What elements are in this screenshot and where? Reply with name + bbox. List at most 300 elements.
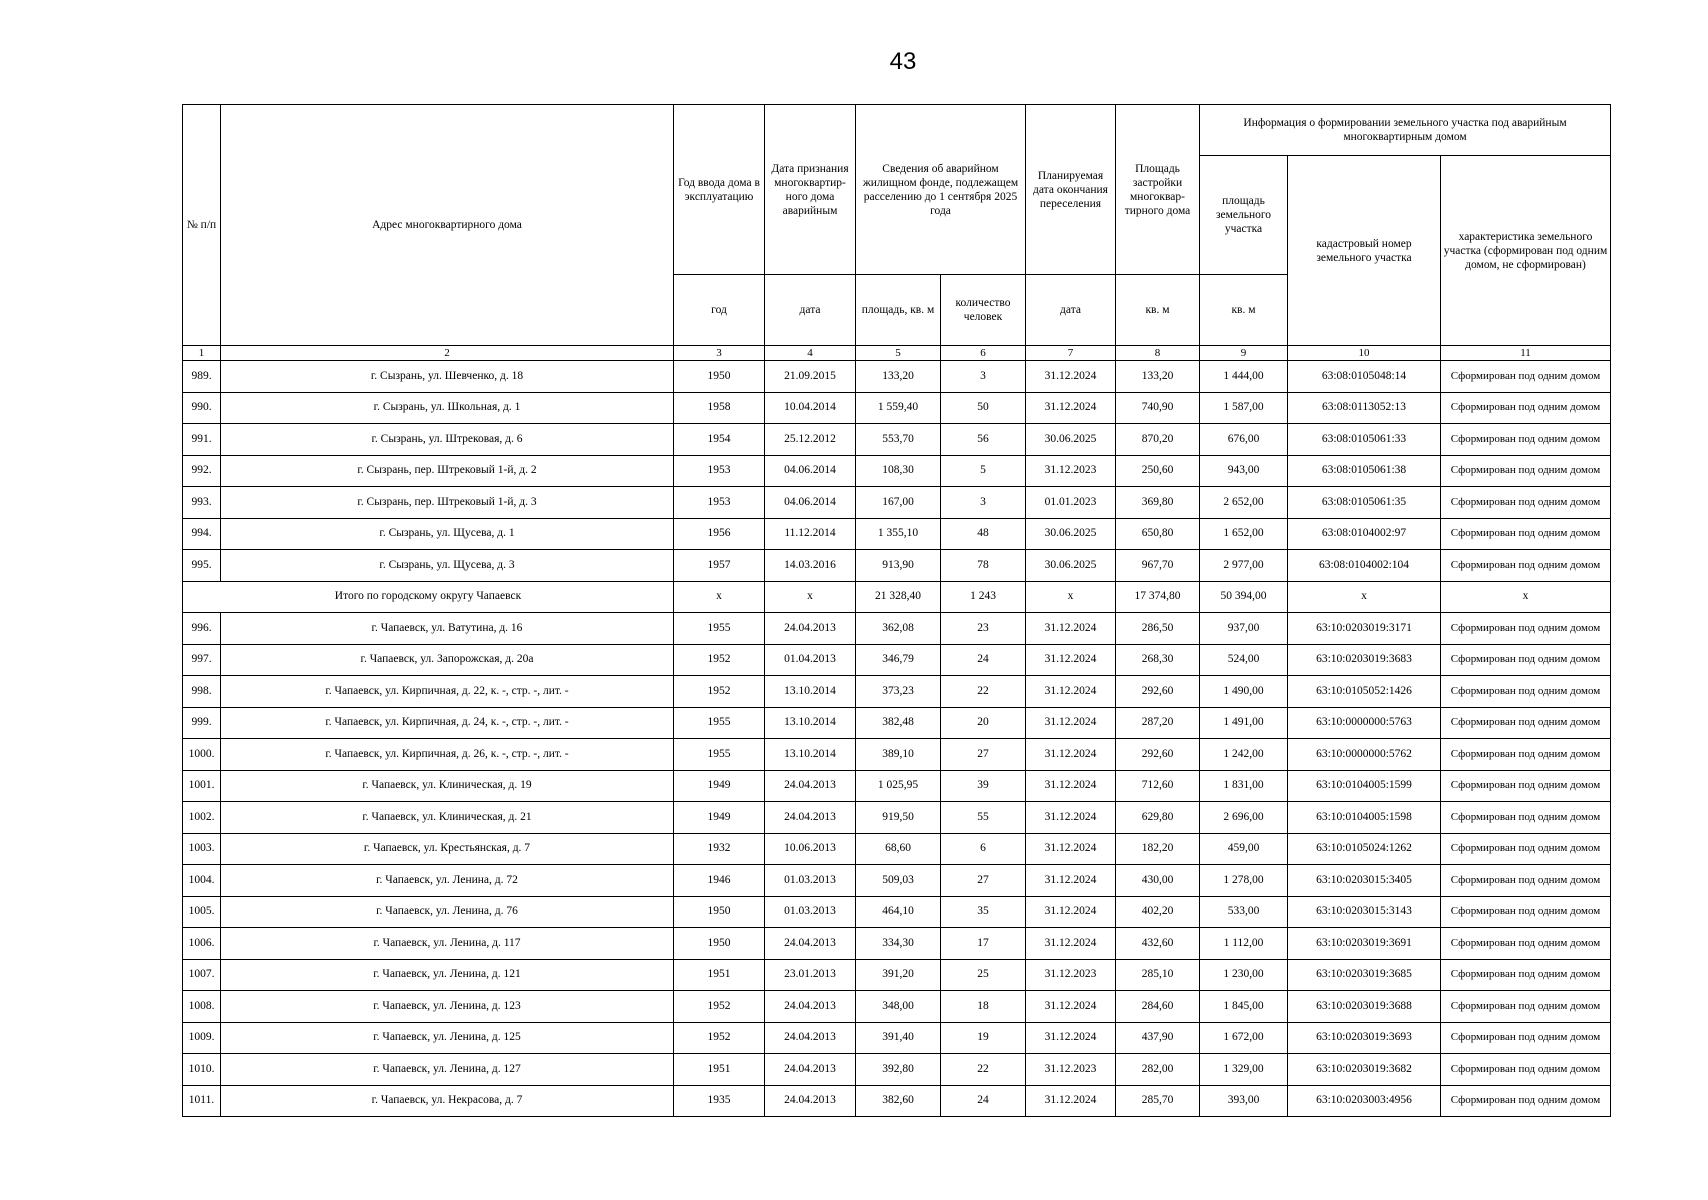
table-total	[183, 581, 1611, 613]
row-emergency-date: 10.04.2014	[765, 392, 856, 424]
row-people: 19	[941, 1022, 1026, 1054]
row-built-area: 740,90	[1116, 392, 1200, 424]
row-address: г. Чапаевск, ул. Кирпичная, д. 24, к. -, стр. -, лит. -	[221, 707, 674, 739]
row-emergency-date: 01.03.2013	[765, 896, 856, 928]
row-address: г. Чапаевск, ул. Крестьянская, д. 7	[221, 833, 674, 865]
table-row	[183, 644, 1611, 676]
row-people: 22	[941, 1054, 1026, 1086]
row-land-char: Сформирован под одним домом	[1441, 896, 1611, 928]
total-year: х	[674, 581, 765, 613]
row-area: 348,00	[856, 991, 941, 1023]
row-planned-date: 31.12.2024	[1026, 896, 1116, 928]
row-land-char: Сформирован под одним домом	[1441, 361, 1611, 393]
row-people: 78	[941, 550, 1026, 582]
total-built: 17 374,80	[1116, 581, 1200, 613]
row-area: 392,80	[856, 1054, 941, 1086]
table-row	[183, 455, 1611, 487]
table-row	[183, 613, 1611, 645]
row-year: 1952	[674, 1022, 765, 1054]
table-row	[183, 739, 1611, 771]
row-cadastral: 63:08:0105061:38	[1288, 455, 1441, 487]
row-land-char: Сформирован под одним домом	[1441, 707, 1611, 739]
row-land-char: Сформирован под одним домом	[1441, 959, 1611, 991]
row-address: г. Чапаевск, ул. Запорожская, д. 20а	[221, 644, 674, 676]
row-planned-date: 31.12.2023	[1026, 959, 1116, 991]
row-built-area: 629,80	[1116, 802, 1200, 834]
row-address: г. Чапаевск, ул. Ленина, д. 127	[221, 1054, 674, 1086]
row-number: 995.	[183, 550, 221, 582]
row-number: 1005.	[183, 896, 221, 928]
row-emergency-date: 23.01.2013	[765, 959, 856, 991]
header-address: Адрес многоквартирного дома	[221, 105, 674, 346]
column-number: 2	[221, 346, 674, 361]
row-land-char: Сформирован под одним домом	[1441, 865, 1611, 897]
row-year: 1955	[674, 707, 765, 739]
row-people: 55	[941, 802, 1026, 834]
row-land-char: Сформирован под одним домом	[1441, 392, 1611, 424]
row-emergency-date: 13.10.2014	[765, 707, 856, 739]
row-number: 1007.	[183, 959, 221, 991]
row-land-area: 1 831,00	[1200, 770, 1288, 802]
row-emergency-date: 04.06.2014	[765, 487, 856, 519]
unit-land-area: кв. м	[1200, 275, 1288, 346]
row-built-area: 285,10	[1116, 959, 1200, 991]
row-people: 27	[941, 739, 1026, 771]
table-row	[183, 770, 1611, 802]
total-plan: х	[1026, 581, 1116, 613]
row-built-area: 292,60	[1116, 739, 1200, 771]
row-planned-date: 31.12.2023	[1026, 455, 1116, 487]
row-people: 50	[941, 392, 1026, 424]
total-area: 21 328,40	[856, 581, 941, 613]
total-people: 1 243	[941, 581, 1026, 613]
row-emergency-date: 24.04.2013	[765, 802, 856, 834]
row-emergency-date: 24.04.2013	[765, 991, 856, 1023]
row-land-area: 459,00	[1200, 833, 1288, 865]
row-area: 553,70	[856, 424, 941, 456]
row-cadastral: 63:10:0203019:3688	[1288, 991, 1441, 1023]
row-number: 989.	[183, 361, 221, 393]
row-built-area: 437,90	[1116, 1022, 1200, 1054]
row-address: г. Чапаевск, ул. Ленина, д. 121	[221, 959, 674, 991]
row-emergency-date: 25.12.2012	[765, 424, 856, 456]
unit-year: год	[674, 275, 765, 346]
row-land-area: 1 242,00	[1200, 739, 1288, 771]
row-address: г. Сызрань, ул. Школьная, д. 1	[221, 392, 674, 424]
row-people: 56	[941, 424, 1026, 456]
row-cadastral: 63:10:0203019:3685	[1288, 959, 1441, 991]
table-body-after-total	[183, 613, 1611, 1117]
page-number: 43	[889, 48, 917, 75]
row-land-char: Сформирован под одним домом	[1441, 1022, 1611, 1054]
row-planned-date: 31.12.2024	[1026, 1022, 1116, 1054]
row-area: 108,30	[856, 455, 941, 487]
row-year: 1952	[674, 676, 765, 708]
row-number: 999.	[183, 707, 221, 739]
row-land-char: Сформирован под одним домом	[1441, 928, 1611, 960]
row-planned-date: 30.06.2025	[1026, 424, 1116, 456]
row-people: 27	[941, 865, 1026, 897]
row-area: 509,03	[856, 865, 941, 897]
total-date: х	[765, 581, 856, 613]
row-planned-date: 31.12.2024	[1026, 644, 1116, 676]
table-row	[183, 865, 1611, 897]
table-row	[183, 550, 1611, 582]
row-year: 1954	[674, 424, 765, 456]
header-built-area: Площадь застройки многоквар-тирного дома	[1116, 105, 1200, 275]
row-year: 1952	[674, 991, 765, 1023]
row-planned-date: 31.12.2024	[1026, 676, 1116, 708]
row-address: г. Сызрань, пер. Штрековый 1-й, д. 3	[221, 487, 674, 519]
table-row	[183, 424, 1611, 456]
column-number: 8	[1116, 346, 1200, 361]
row-built-area: 967,70	[1116, 550, 1200, 582]
row-built-area: 870,20	[1116, 424, 1200, 456]
header-num: № п/п	[183, 105, 221, 346]
row-address: г. Чапаевск, ул. Кирпичная, д. 22, к. -, стр. -, лит. -	[221, 676, 674, 708]
row-address: г. Чапаевск, ул. Ленина, д. 123	[221, 991, 674, 1023]
row-land-char: Сформирован под одним домом	[1441, 770, 1611, 802]
row-land-char: Сформирован под одним домом	[1441, 424, 1611, 456]
row-planned-date: 31.12.2024	[1026, 802, 1116, 834]
row-emergency-date: 24.04.2013	[765, 613, 856, 645]
row-year: 1950	[674, 361, 765, 393]
row-land-area: 1 329,00	[1200, 1054, 1288, 1086]
row-planned-date: 31.12.2023	[1026, 1054, 1116, 1086]
row-number: 992.	[183, 455, 221, 487]
row-address: г. Чапаевск, ул. Клиническая, д. 21	[221, 802, 674, 834]
row-year: 1953	[674, 455, 765, 487]
row-land-char: Сформирован под одним домом	[1441, 802, 1611, 834]
row-number: 1000.	[183, 739, 221, 771]
header-land-info: Информация о формировании земельного участка под аварийным многоквартирным домом	[1200, 105, 1611, 156]
unit-built-area: кв. м	[1116, 275, 1200, 346]
row-emergency-date: 24.04.2013	[765, 1085, 856, 1117]
table-row	[183, 392, 1611, 424]
header-fund-info: Сведения об аварийном жилищном фонде, подлежащем расселению до 1 сентября 2025 года	[856, 105, 1026, 275]
row-cadastral: 63:10:0104005:1599	[1288, 770, 1441, 802]
row-year: 1935	[674, 1085, 765, 1117]
column-number: 1	[183, 346, 221, 361]
table-row	[183, 833, 1611, 865]
row-number: 1002.	[183, 802, 221, 834]
row-planned-date: 31.12.2024	[1026, 739, 1116, 771]
row-address: г. Чапаевск, ул. Клиническая, д. 19	[221, 770, 674, 802]
row-people: 5	[941, 455, 1026, 487]
header-land-char: характеристика земельного участка (сформирован под одним домом, не сформирован)	[1441, 156, 1611, 346]
row-year: 1957	[674, 550, 765, 582]
row-built-area: 250,60	[1116, 455, 1200, 487]
row-land-area: 1 444,00	[1200, 361, 1288, 393]
row-land-char: Сформирован под одним домом	[1441, 550, 1611, 582]
row-emergency-date: 21.09.2015	[765, 361, 856, 393]
row-people: 39	[941, 770, 1026, 802]
row-number: 1004.	[183, 865, 221, 897]
row-area: 391,40	[856, 1022, 941, 1054]
header-cadastral: кадастровый номер земельного участка	[1288, 156, 1441, 346]
row-people: 25	[941, 959, 1026, 991]
row-year: 1950	[674, 896, 765, 928]
column-number: 4	[765, 346, 856, 361]
row-land-area: 1 491,00	[1200, 707, 1288, 739]
table-row	[183, 361, 1611, 393]
row-emergency-date: 01.03.2013	[765, 865, 856, 897]
row-people: 20	[941, 707, 1026, 739]
row-planned-date: 31.12.2024	[1026, 392, 1116, 424]
row-land-char: Сформирован под одним домом	[1441, 1054, 1611, 1086]
row-land-char: Сформирован под одним домом	[1441, 833, 1611, 865]
row-area: 1 559,40	[856, 392, 941, 424]
row-address: г. Чапаевск, ул. Ленина, д. 117	[221, 928, 674, 960]
row-cadastral: 63:10:0203019:3171	[1288, 613, 1441, 645]
row-area: 362,08	[856, 613, 941, 645]
row-emergency-date: 24.04.2013	[765, 1054, 856, 1086]
row-number: 994.	[183, 518, 221, 550]
row-land-char: Сформирован под одним домом	[1441, 487, 1611, 519]
row-planned-date: 31.12.2024	[1026, 770, 1116, 802]
row-year: 1955	[674, 613, 765, 645]
column-number: 11	[1441, 346, 1611, 361]
row-area: 133,20	[856, 361, 941, 393]
table-row	[183, 1085, 1611, 1117]
row-address: г. Чапаевск, ул. Ленина, д. 72	[221, 865, 674, 897]
row-people: 24	[941, 644, 1026, 676]
row-land-char: Сформирован под одним домом	[1441, 1085, 1611, 1117]
row-number: 997.	[183, 644, 221, 676]
total-label: Итого по городскому округу Чапаевск	[183, 581, 674, 613]
row-area: 389,10	[856, 739, 941, 771]
row-address: г. Сызрань, ул. Щусева, д. 1	[221, 518, 674, 550]
row-land-area: 943,00	[1200, 455, 1288, 487]
row-cadastral: 63:10:0203019:3691	[1288, 928, 1441, 960]
unit-planned-date: дата	[1026, 275, 1116, 346]
row-people: 22	[941, 676, 1026, 708]
row-cadastral: 63:08:0105061:35	[1288, 487, 1441, 519]
row-built-area: 133,20	[1116, 361, 1200, 393]
header-land-area: площадь земельного участка	[1200, 156, 1288, 275]
row-emergency-date: 04.06.2014	[765, 455, 856, 487]
row-land-char: Сформирован под одним домом	[1441, 991, 1611, 1023]
row-emergency-date: 24.04.2013	[765, 770, 856, 802]
row-planned-date: 31.12.2024	[1026, 928, 1116, 960]
row-built-area: 284,60	[1116, 991, 1200, 1023]
row-land-area: 2 652,00	[1200, 487, 1288, 519]
row-area: 1 025,95	[856, 770, 941, 802]
row-land-char: Сформирован под одним домом	[1441, 644, 1611, 676]
row-cadastral: 63:10:0203019:3683	[1288, 644, 1441, 676]
row-people: 6	[941, 833, 1026, 865]
row-land-area: 2 696,00	[1200, 802, 1288, 834]
row-emergency-date: 10.06.2013	[765, 833, 856, 865]
row-emergency-date: 24.04.2013	[765, 1022, 856, 1054]
row-address: г. Сызрань, ул. Щусева, д. 3	[221, 550, 674, 582]
row-built-area: 282,00	[1116, 1054, 1200, 1086]
row-cadastral: 63:08:0105061:33	[1288, 424, 1441, 456]
row-address: г. Сызрань, пер. Штрековый 1-й, д. 2	[221, 455, 674, 487]
row-planned-date: 31.12.2024	[1026, 833, 1116, 865]
row-planned-date: 31.12.2024	[1026, 991, 1116, 1023]
row-planned-date: 31.12.2024	[1026, 361, 1116, 393]
table-row	[183, 896, 1611, 928]
row-year: 1949	[674, 802, 765, 834]
row-built-area: 287,20	[1116, 707, 1200, 739]
row-emergency-date: 24.04.2013	[765, 928, 856, 960]
header-date-emergency: Дата признания многоквартир-ного дома аварийным	[765, 105, 856, 275]
row-planned-date: 31.12.2024	[1026, 613, 1116, 645]
header-planned-date: Планируемая дата окончания переселения	[1026, 105, 1116, 275]
row-land-char: Сформирован под одним домом	[1441, 518, 1611, 550]
row-cadastral: 63:10:0000000:5762	[1288, 739, 1441, 771]
row-cadastral: 63:10:0203015:3405	[1288, 865, 1441, 897]
row-land-char: Сформирован под одним домом	[1441, 739, 1611, 771]
row-year: 1950	[674, 928, 765, 960]
row-people: 24	[941, 1085, 1026, 1117]
row-built-area: 432,60	[1116, 928, 1200, 960]
row-planned-date: 31.12.2024	[1026, 707, 1116, 739]
row-number: 991.	[183, 424, 221, 456]
table-row	[183, 802, 1611, 834]
row-cadastral: 63:08:0104002:104	[1288, 550, 1441, 582]
emergency-housing-table	[182, 104, 1611, 1117]
row-year: 1955	[674, 739, 765, 771]
row-land-area: 1 112,00	[1200, 928, 1288, 960]
row-cadastral: 63:10:0104005:1598	[1288, 802, 1441, 834]
row-year: 1949	[674, 770, 765, 802]
row-address: г. Чапаевск, ул. Ленина, д. 76	[221, 896, 674, 928]
row-area: 919,50	[856, 802, 941, 834]
row-land-area: 1 230,00	[1200, 959, 1288, 991]
row-land-area: 1 490,00	[1200, 676, 1288, 708]
row-land-area: 393,00	[1200, 1085, 1288, 1117]
row-land-area: 533,00	[1200, 896, 1288, 928]
row-year: 1953	[674, 487, 765, 519]
row-area: 68,60	[856, 833, 941, 865]
row-area: 382,48	[856, 707, 941, 739]
row-land-char: Сформирован под одним домом	[1441, 613, 1611, 645]
row-address: г. Чапаевск, ул. Кирпичная, д. 26, к. -, стр. -, лит. -	[221, 739, 674, 771]
row-built-area: 292,60	[1116, 676, 1200, 708]
row-year: 1958	[674, 392, 765, 424]
table-row	[183, 1054, 1611, 1086]
row-number: 1011.	[183, 1085, 221, 1117]
table-row	[183, 676, 1611, 708]
column-number: 5	[856, 346, 941, 361]
row-cadastral: 63:10:0203015:3143	[1288, 896, 1441, 928]
row-area: 382,60	[856, 1085, 941, 1117]
column-number: 3	[674, 346, 765, 361]
row-planned-date: 30.06.2025	[1026, 550, 1116, 582]
row-number: 996.	[183, 613, 221, 645]
row-people: 17	[941, 928, 1026, 960]
table-row	[183, 928, 1611, 960]
column-number: 10	[1288, 346, 1441, 361]
row-address: г. Чапаевск, ул. Ватутина, д. 16	[221, 613, 674, 645]
row-cadastral: 63:08:0113052:13	[1288, 392, 1441, 424]
row-people: 18	[941, 991, 1026, 1023]
row-land-area: 1 278,00	[1200, 865, 1288, 897]
row-built-area: 430,00	[1116, 865, 1200, 897]
row-number: 1008.	[183, 991, 221, 1023]
table-row	[183, 707, 1611, 739]
row-number: 990.	[183, 392, 221, 424]
row-land-area: 937,00	[1200, 613, 1288, 645]
row-people: 3	[941, 487, 1026, 519]
row-address: г. Чапаевск, ул. Ленина, д. 125	[221, 1022, 674, 1054]
column-number: 6	[941, 346, 1026, 361]
table-row	[183, 487, 1611, 519]
row-year: 1956	[674, 518, 765, 550]
row-area: 167,00	[856, 487, 941, 519]
row-number: 993.	[183, 487, 221, 519]
row-land-area: 1 845,00	[1200, 991, 1288, 1023]
row-built-area: 402,20	[1116, 896, 1200, 928]
row-number: 1003.	[183, 833, 221, 865]
header-year: Год ввода дома в эксплуатацию	[674, 105, 765, 275]
row-built-area: 650,80	[1116, 518, 1200, 550]
row-built-area: 712,60	[1116, 770, 1200, 802]
unit-date-emergency: дата	[765, 275, 856, 346]
row-area: 913,90	[856, 550, 941, 582]
row-emergency-date: 01.04.2013	[765, 644, 856, 676]
row-address: г. Сызрань, ул. Шевченко, д. 18	[221, 361, 674, 393]
row-cadastral: 63:10:0203019:3682	[1288, 1054, 1441, 1086]
row-year: 1951	[674, 959, 765, 991]
row-year: 1932	[674, 833, 765, 865]
row-emergency-date: 14.03.2016	[765, 550, 856, 582]
row-built-area: 182,20	[1116, 833, 1200, 865]
row-emergency-date: 13.10.2014	[765, 739, 856, 771]
row-land-char: Сформирован под одним домом	[1441, 676, 1611, 708]
row-area: 346,79	[856, 644, 941, 676]
row-number: 1006.	[183, 928, 221, 960]
row-year: 1946	[674, 865, 765, 897]
row-people: 3	[941, 361, 1026, 393]
row-address: г. Чапаевск, ул. Некрасова, д. 7	[221, 1085, 674, 1117]
row-people: 48	[941, 518, 1026, 550]
row-area: 373,23	[856, 676, 941, 708]
table-row	[183, 1022, 1611, 1054]
row-land-char: Сформирован под одним домом	[1441, 455, 1611, 487]
row-land-area: 2 977,00	[1200, 550, 1288, 582]
row-cadastral: 63:10:0105052:1426	[1288, 676, 1441, 708]
row-cadastral: 63:10:0000000:5763	[1288, 707, 1441, 739]
row-cadastral: 63:08:0105048:14	[1288, 361, 1441, 393]
column-number: 9	[1200, 346, 1288, 361]
row-area: 1 355,10	[856, 518, 941, 550]
column-number: 7	[1026, 346, 1116, 361]
row-number: 998.	[183, 676, 221, 708]
row-address: г. Сызрань, ул. Штрековая, д. 6	[221, 424, 674, 456]
total-cad: х	[1288, 581, 1441, 613]
row-number: 1001.	[183, 770, 221, 802]
table-row	[183, 991, 1611, 1023]
row-planned-date: 31.12.2024	[1026, 865, 1116, 897]
row-built-area: 369,80	[1116, 487, 1200, 519]
row-planned-date: 31.12.2024	[1026, 1085, 1116, 1117]
total-row	[183, 581, 1611, 613]
row-emergency-date: 11.12.2014	[765, 518, 856, 550]
row-people: 23	[941, 613, 1026, 645]
row-area: 334,30	[856, 928, 941, 960]
row-planned-date: 30.06.2025	[1026, 518, 1116, 550]
row-area: 391,20	[856, 959, 941, 991]
unit-area: площадь, кв. м	[856, 275, 941, 346]
row-built-area: 286,50	[1116, 613, 1200, 645]
total-land: 50 394,00	[1200, 581, 1288, 613]
row-area: 464,10	[856, 896, 941, 928]
row-planned-date: 01.01.2023	[1026, 487, 1116, 519]
table-body-before-total	[183, 361, 1611, 582]
